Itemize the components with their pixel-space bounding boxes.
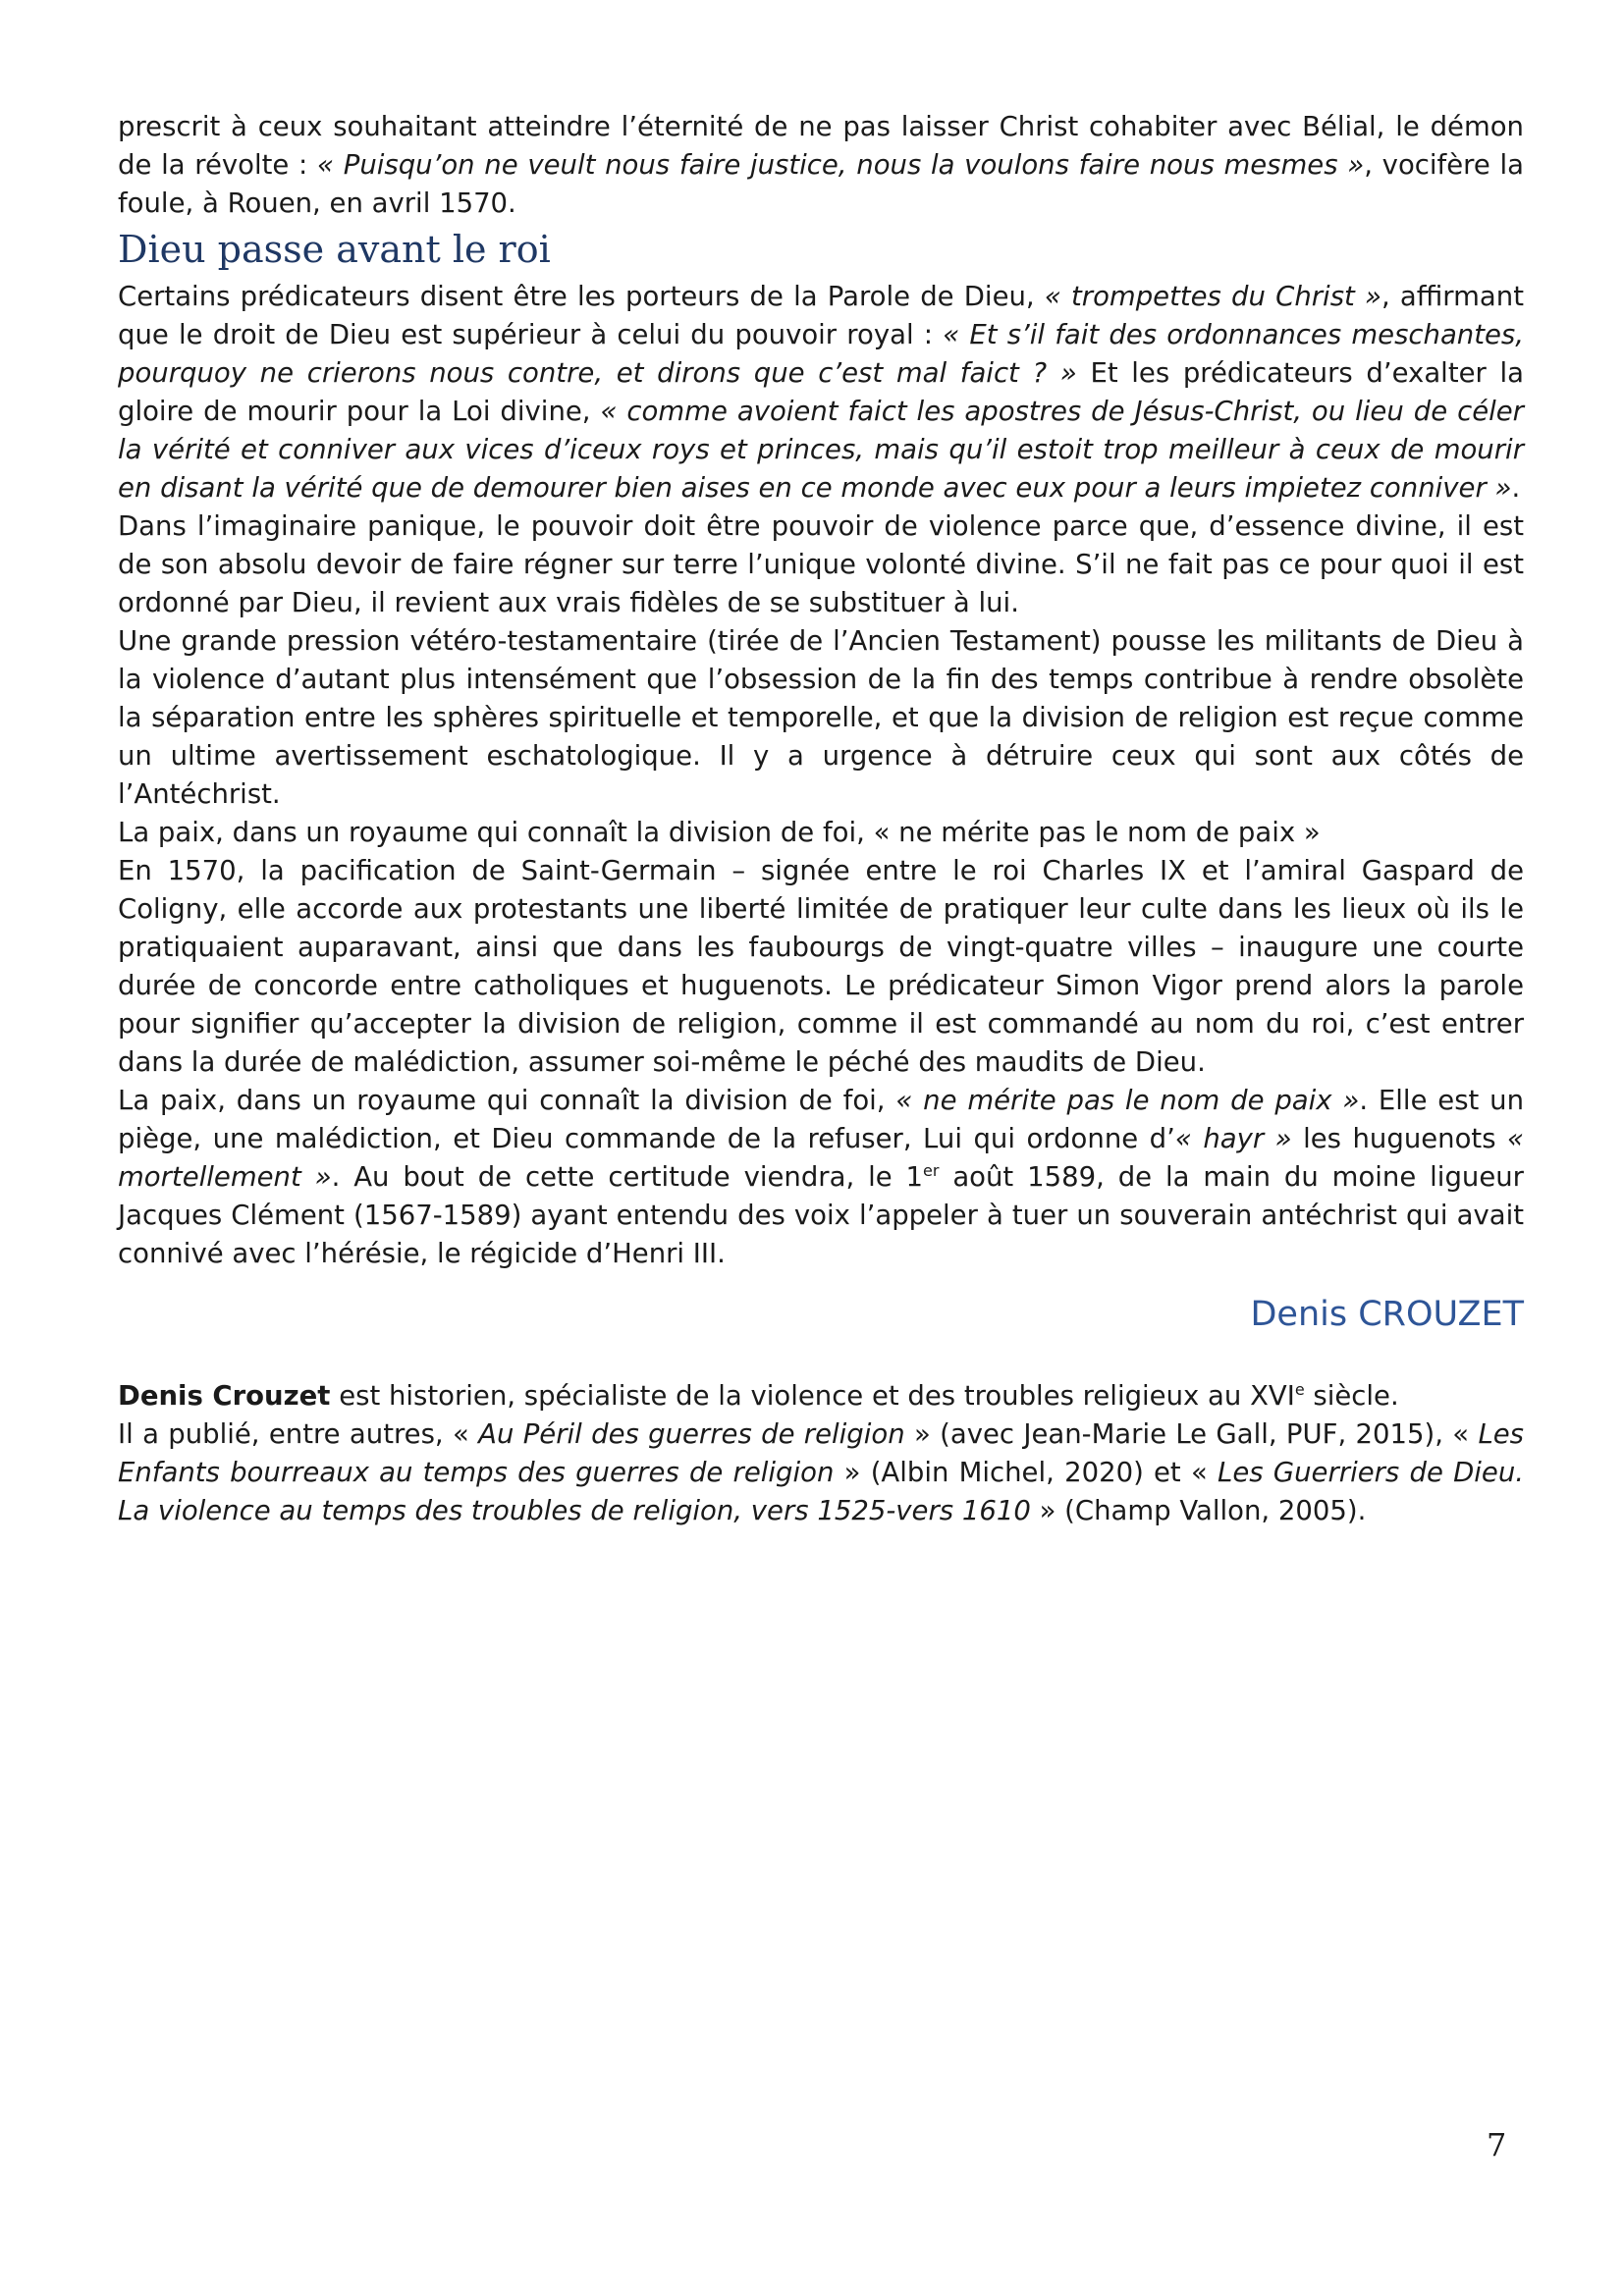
p1-text-c: Et les prédicateurs d’exalter la gloire de mourir pour la Loi divine, [118,357,1524,427]
bio-text-a: est historien, spécialiste de la violence et des troubles religieux au XVI [330,1380,1295,1412]
intro-quote: « Puisqu’on ne veult nous faire justice, nous la voulons faire nous mesmes » [317,149,1365,181]
p6-text-b: . Elle est un piège, une malédiction, et Dieu commande de la refuser, Lui qui ordonne d’ [118,1085,1524,1154]
intro-paragraph [118,108,1524,223]
paragraph-4: La paix, dans un royaume qui connaît la division de foi, « ne mérite pas le nom de paix » [118,817,1321,848]
bio-superscript: e [1294,1379,1305,1399]
intro-text-end: , vocifère la foule, à Rouen, en avril 1570. [118,149,1524,219]
paragraph-5: En 1570, la pacification de Saint-Germain – signée entre le roi Charles IX et l’amiral Gaspard de Coligny, elle accorde aux protestants une liberté limitée de pratiquer leur culte dans les lieux où ils le pratiquaient auparavant, ainsi que dans les faubourgs de vingt-quatre villes – inaugure une courte durée de concorde entre catholiques et huguenots. Le prédicateur Simon Vigor prend alors la parole pour signifier qu’accepter la division de religion, comme il est commandé au nom du roi, c’est entrer dans la durée de malédiction, assumer soi-même le péché des maudits de Dieu. [118,855,1524,1078]
paragraph-2: Dans l’imaginaire panique, le pouvoir doit être pouvoir de violence parce que, d’essence divine, il est de son absolu devoir de faire régner sur terre l’unique volonté divine. S’il ne fait pas ce pour quoi il est ordonné par Dieu, il revient aux vrais fidèles de se substituer à lui. [118,510,1524,618]
author-signature: Denis CROUZET [1250,1295,1524,1334]
bio-text-b: siècle. [1304,1380,1399,1412]
p6-superscript: er [923,1160,940,1180]
p1-text-b: , affirmant que le droit de Dieu est supérieur à celui du pouvoir royal : [118,281,1524,350]
bio-title-1: Au Péril des guerres de religion [478,1418,905,1450]
bio-text-l2a: Il a publié, entre autres, « [118,1418,479,1450]
bio-title-3: Les Guerriers de Dieu. La violence au temps des troubles de religion, vers 1525-vers 1610 [118,1457,1524,1526]
paragraph-3: Une grande pression vétéro-testamentaire (tirée de l’Ancien Testament) pousse les militants de Dieu à la violence d’autant plus intensément que l’obsession de la fin des temps contribue à rendre obsolète la séparation entre les sphères spirituelle et temporelle, et que la division de religion est reçue comme un ultime avertissement eschatologique. Il y a urgence à détruire ceux qui sont aux côtés de l’Antéchrist. [118,625,1524,810]
bio-title-2: Les Enfants bourreaux au temps des guerres de religion [118,1418,1525,1488]
bio-text-l2b: » (avec Jean-Marie Le Gall, PUF, 2015), « [904,1418,1479,1450]
section-heading: Dieu passe avant le roi [118,228,551,271]
intro-text: prescrit à ceux souhaitant atteindre l’éternité de ne pas laisser Christ cohabiter avec Bélial, le démon de la révolte : [118,111,1524,181]
author-bio [118,1377,1524,1530]
p6-text-a: La paix, dans un royaume qui connaît la division de foi, [118,1085,896,1116]
bio-text-l2c: » (Albin Michel, 2020) et « [834,1457,1218,1488]
p6-quote-1: « ne mérite pas le nom de paix » [895,1085,1360,1116]
bio-author-name: Denis Crouzet [118,1380,331,1412]
p6-text-c: les huguenots [1291,1123,1508,1154]
p6-text-d: . Au bout de cette certitude viendra, le 1 [331,1161,924,1193]
paragraph-6 [118,1082,1524,1273]
page-number: 7 [1487,2126,1507,2163]
p1-text-d: . [1511,472,1521,504]
p1-quote-2: « Et s’il fait des ordonnances meschantes, pourquoy ne crierons nous contre, et dirons que c’est mal faict ? » [118,319,1524,389]
p6-quote-3: « mortellement » [118,1123,1524,1193]
bio-text-l2d: » (Champ Vallon, 2005). [1030,1495,1367,1526]
p6-text-e: août 1589, de la main du moine ligueur Jacques Clément (1567-1589) ayant entendu des voix l’appeler à tuer un souverain antéchrist qui avait connivé avec l’hérésie, le régicide d’Henri III. [118,1161,1524,1269]
paragraph-1 [118,278,1524,507]
p6-quote-2: « hayr » [1174,1123,1292,1154]
p1-quote-1: « trompettes du Christ » [1044,281,1381,312]
p1-text-a: Certains prédicateurs disent être les porteurs de la Parole de Dieu, [118,281,1045,312]
p1-quote-3: « comme avoient faict les apostres de Jésus-Christ, ou lieu de céler la vérité et conniver aux vices d’iceux roys et princes, mais qu’il estoit trop meilleur à ceux de mourir en disant la vérité que de demourer bien aises en ce monde avec eux pour a leurs impietez conniver » [118,396,1524,504]
document-page [118,108,1524,1530]
